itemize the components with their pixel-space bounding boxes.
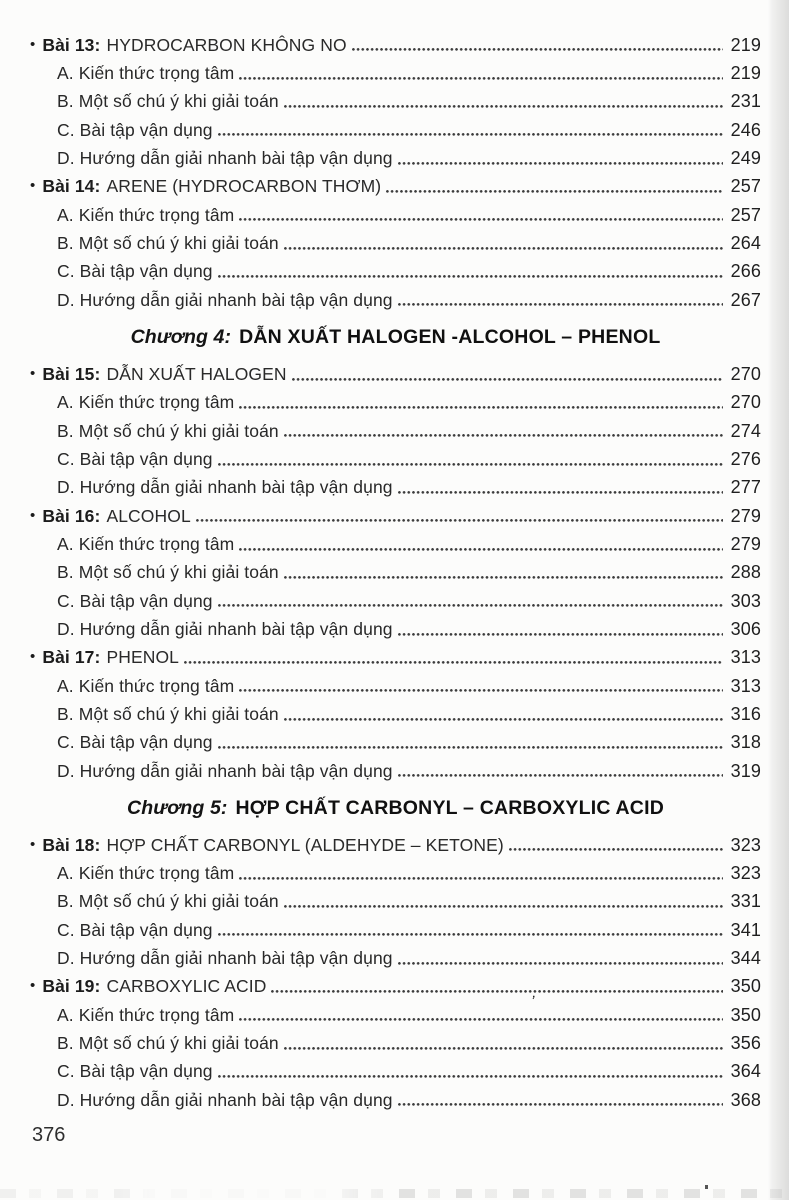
toc-entry-sub [30,389,761,417]
toc-entry-sub [30,286,761,314]
page-ref: 303 [730,590,761,611]
chapter-heading [30,323,761,351]
dot-leader [398,774,723,777]
sub-item-label: C. Bài tập vận dụng [57,448,213,469]
lesson-title: PHENOL [106,647,180,668]
dot-leader [386,190,723,193]
dot-leader [509,848,723,851]
page-ref: 344 [730,948,761,969]
sub-item-label: A. Kiến thức trọng tâm [57,675,235,696]
page-ref: 257 [730,204,761,225]
toc-entry-sub [30,888,761,916]
sub-item-label: B. Một số chú ý khi giải toán [57,703,279,724]
toc-entry-lesson [30,973,761,1001]
bullet-icon: • [30,35,36,53]
dot-leader [239,1018,723,1021]
dot-leader [218,746,723,749]
toc-entry-sub [30,944,761,972]
chapter-title: DẪN XUẤT HALOGEN -ALCOHOL – PHENOL [239,325,661,348]
sub-item-label: B. Một số chú ý khi giải toán [57,1033,279,1054]
lesson-number: Bài 14: [42,176,101,197]
page-ref: 323 [730,863,761,884]
dot-leader [398,962,723,965]
sub-item-label: B. Một số chú ý khi giải toán [57,233,279,254]
lesson-title: ARENE (HYDROCARBON THƠM) [106,176,382,197]
chapter-prefix: Chương 4: [130,325,232,348]
page-ref: 279 [730,505,761,526]
dot-leader [239,877,723,880]
dot-leader [284,105,723,108]
lesson-title: HYDROCARBON KHÔNG NO [106,34,347,55]
sub-item-label: D. Hướng dẫn giải nhanh bài tập vận dụng [57,948,393,969]
page-ref: 219 [730,34,761,55]
sub-item-label: A. Kiến thức trọng tâm [57,392,235,413]
dot-leader [184,661,723,664]
toc-entry-lesson [30,173,761,201]
page-ref: 219 [730,63,761,84]
toc-entry-sub [30,615,761,643]
toc-entry-sub [30,201,761,229]
dot-leader [218,604,723,607]
bullet-icon: • [30,177,36,195]
page-ref: 368 [730,1089,761,1110]
lesson-number: Bài 19: [42,976,101,997]
toc-entry-sub [30,474,761,502]
dot-leader [398,491,723,494]
dot-leader [239,218,723,221]
lesson-number: Bài 18: [42,834,101,855]
toc-entry-sub [30,417,761,445]
dot-leader [218,463,723,466]
dot-leader [284,1047,723,1050]
page-ref: 276 [730,448,761,469]
page-ref: 246 [730,119,761,140]
sub-item-label: D. Hướng dẫn giải nhanh bài tập vận dụng [57,760,393,781]
dot-leader [218,933,723,936]
dot-leader [352,48,723,51]
toc-entry-sub [30,116,761,144]
sub-item-label: A. Kiến thức trọng tâm [57,63,235,84]
page-ref: 231 [730,91,761,112]
scan-speck [705,1185,708,1189]
bullet-icon: • [30,648,36,666]
sub-item-label: C. Bài tập vận dụng [57,119,213,140]
sub-item-label: A. Kiến thức trọng tâm [57,533,235,554]
sub-item-label: D. Hướng dẫn giải nhanh bài tập vận dụng [57,148,393,169]
toc-entry-sub [30,916,761,944]
toc-entry-lesson [30,502,761,530]
lesson-number: Bài 16: [42,505,101,526]
toc-entry-sub [30,1058,761,1086]
page-ref: 288 [730,562,761,583]
dot-leader [218,133,723,136]
dot-leader [398,162,723,165]
bullet-icon: • [30,835,36,853]
toc-entry-lesson [30,360,761,388]
sub-item-label: A. Kiến thức trọng tâm [57,1004,235,1025]
sub-item-label: B. Một số chú ý khi giải toán [57,891,279,912]
dot-leader [239,548,723,551]
toc-entry-sub [30,672,761,700]
toc-entry-sub [30,1029,761,1057]
sub-item-label: D. Hướng dẫn giải nhanh bài tập vận dụng [57,289,393,310]
page-ref: 350 [730,976,761,997]
sub-item-label: B. Một số chú ý khi giải toán [57,420,279,441]
dot-leader [284,576,723,579]
page-ref: 274 [730,420,761,441]
dot-leader [292,378,723,381]
page-ref: 249 [730,148,761,169]
page-ref: 350 [730,1004,761,1025]
toc-entry-sub [30,445,761,473]
toc-entry-sub [30,258,761,286]
sub-item-label: B. Một số chú ý khi giải toán [57,562,279,583]
toc-entry-lesson [30,31,761,59]
sub-item-label: B. Một số chú ý khi giải toán [57,91,279,112]
toc-entry-lesson [30,831,761,859]
lesson-title: ALCOHOL [106,505,191,526]
scan-stray-mark: ’ [529,992,537,1011]
chapter-prefix: Chương 5: [127,796,228,819]
lesson-number: Bài 13: [42,34,101,55]
toc-entry-sub [30,530,761,558]
toc-entry-sub [30,88,761,116]
dot-leader [398,633,723,636]
toc-entry-sub [30,700,761,728]
sub-item-label: C. Bài tập vận dụng [57,261,213,282]
scan-smudge-band [0,1189,789,1198]
sub-item-label: D. Hướng dẫn giải nhanh bài tập vận dụng [57,618,393,639]
sub-item-label: A. Kiến thức trọng tâm [57,863,235,884]
dot-leader [239,77,723,80]
bullet-icon: • [30,977,36,995]
dot-leader [239,689,723,692]
lesson-title: CARBOXYLIC ACID [106,976,267,997]
toc-entry-sub [30,729,761,757]
page-ref: 267 [730,289,761,310]
sub-item-label: D. Hướng dẫn giải nhanh bài tập vận dụng [57,477,393,498]
page-ref: 356 [730,1033,761,1054]
toc-entry-sub [30,229,761,257]
toc-entry-sub [30,559,761,587]
page-ref: 270 [730,392,761,413]
lesson-number: Bài 15: [42,363,101,384]
page-ref: 306 [730,618,761,639]
dot-leader [398,303,723,306]
dot-leader [284,718,723,721]
chapter-heading [30,794,761,822]
toc-entry-sub [30,757,761,785]
chapter-title: HỢP CHẤT CARBONYL – CARBOXYLIC ACID [235,796,664,819]
sub-item-label: C. Bài tập vận dụng [57,590,213,611]
dot-leader [271,990,723,993]
bullet-icon: • [30,364,36,382]
sub-item-label: C. Bài tập vận dụng [57,732,213,753]
dot-leader [218,275,723,278]
page-ref: 316 [730,703,761,724]
toc-entry-sub [30,144,761,172]
page-ref: 313 [730,647,761,668]
sub-item-label: C. Bài tập vận dụng [57,919,213,940]
dot-leader [284,247,723,250]
page-ref: 257 [730,176,761,197]
toc-entry-lesson [30,644,761,672]
dot-leader [284,905,723,908]
page-ref: 364 [730,1061,761,1082]
page-ref: 323 [730,834,761,855]
toc-entry-sub [30,859,761,887]
lesson-number: Bài 17: [42,647,101,668]
page-number: 376 [32,1124,66,1146]
toc-entry-sub [30,1086,761,1114]
toc-entry-sub [30,1001,761,1029]
dot-leader [218,1075,723,1078]
page-ref: 266 [730,261,761,282]
page-ref: 277 [730,477,761,498]
dot-leader [239,406,723,409]
page-ref: 318 [730,732,761,753]
page-ref: 279 [730,533,761,554]
page-ref: 270 [730,363,761,384]
page-ref: 319 [730,760,761,781]
toc-entry-sub [30,587,761,615]
toc-entry-sub [30,59,761,87]
page-ref: 331 [730,891,761,912]
sub-item-label: C. Bài tập vận dụng [57,1061,213,1082]
page-ref: 341 [730,919,761,940]
lesson-title: HỢP CHẤT CARBONYL (ALDEHYDE – KETONE) [106,834,504,855]
page-ref: 313 [730,675,761,696]
bullet-icon: • [30,506,36,524]
sub-item-label: A. Kiến thức trọng tâm [57,204,235,225]
dot-leader [196,519,723,522]
sub-item-label: D. Hướng dẫn giải nhanh bài tập vận dụng [57,1089,393,1110]
dot-leader [398,1103,723,1106]
page-ref: 264 [730,233,761,254]
lesson-title: DẪN XUẤT HALOGEN [106,363,287,384]
dot-leader [284,434,723,437]
